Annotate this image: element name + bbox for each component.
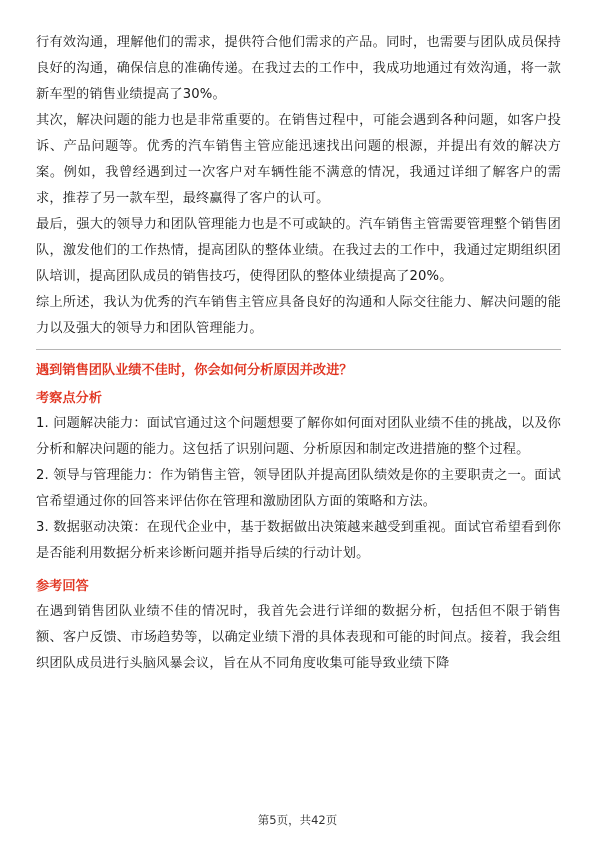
analysis-item: 2. 领导与管理能力：作为销售主管，领导团队并提高团队绩效是你的主要职责之一。面试官希望通过你的回答来评估你在管理和激励团队方面的策略和方法。 — [36, 468, 561, 509]
analysis-heading: 考察点分析 — [36, 391, 102, 406]
body-paragraph-problem-solving: 其次，解决问题的能力也是非常重要的。在销售过程中，可能会遇到各种问题，如客户投诉、产品问题等。优秀的汽车销售主管应能迅速找出问题的根源，并提出有效的解决方案。例如，我曾经遇到过一次客户对车辆性能不满意的情况，我通过详细了解客户的需求，推荐了另一款车型，最终赢得了客户的认可。 — [36, 113, 561, 206]
document-page — [36, 30, 561, 677]
spacer — [36, 567, 561, 575]
reference-answer: 在遇到销售团队业绩不佳的情况时，我首先会进行详细的数据分析，包括但不限于销售额、客户反馈、市场趋势等，以确定业绩下滑的具体表现和可能的时间点。接着，我会组织团队成员进行头脑风暴会议，旨在从不同角度收集可能导致业绩下降 — [36, 604, 561, 671]
question-title: 遇到销售团队业绩不佳时，你会如何分析原因并改进？ — [36, 363, 353, 378]
section-divider — [36, 349, 561, 350]
analysis-item: 1. 问题解决能力：面试官通过这个问题想要了解你如何面对团队业绩不佳的挑战，以及你分析和解决问题的能力。这包括了识别问题、分析原因和制定改进措施的整个过程。 — [36, 416, 561, 457]
reference-heading: 参考回答 — [36, 579, 89, 594]
analysis-item: 3. 数据驱动决策：在现代企业中，基于数据做出决策越来越受到重视。面试官希望看到你是否能利用数据分析来诊断问题并指导后续的行动计划。 — [36, 520, 561, 561]
body-paragraph-communication: 行有效沟通，理解他们的需求，提供符合他们需求的产品。同时，也需要与团队成员保持良好的沟通，确保信息的准确传递。在我过去的工作中，我成功地通过有效沟通，将一款新车型的销售业绩提高了30%。 — [36, 35, 561, 102]
body-paragraph-summary: 综上所述，我认为优秀的汽车销售主管应具备良好的沟通和人际交往能力、解决问题的能力以及强大的领导力和团队管理能力。 — [36, 295, 561, 336]
body-paragraph-leadership: 最后，强大的领导力和团队管理能力也是不可或缺的。汽车销售主管需要管理整个销售团队，激发他们的工作热情，提高团队的整体业绩。在我过去的工作中，我通过定期组织团队培训，提高团队成员的销售技巧，使得团队的整体业绩提高了20%。 — [36, 217, 561, 284]
page-footer: 第5页，共42页 — [257, 813, 338, 827]
